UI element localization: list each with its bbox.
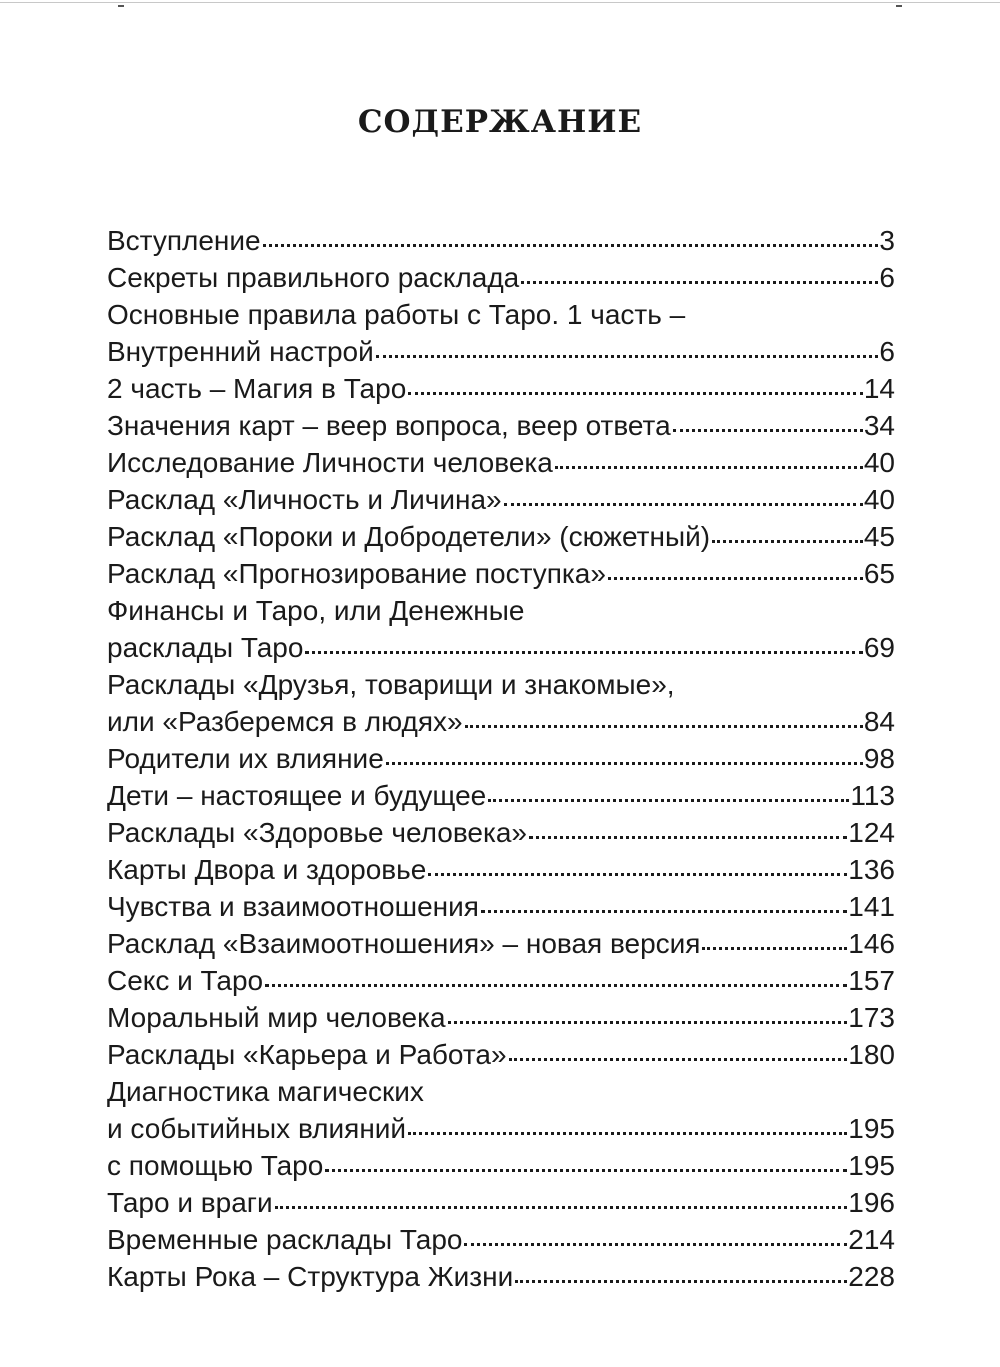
toc-entry [107, 555, 895, 592]
toc-entry [107, 851, 895, 888]
dot-leader [275, 1206, 848, 1209]
toc-entry [107, 444, 895, 481]
toc-entry [107, 407, 895, 444]
toc-entry-title: Расклад «Пороки и Добродетели» (сюжетный) [107, 521, 711, 552]
toc-entry [107, 999, 895, 1036]
toc-entry [107, 481, 895, 518]
toc-heading-line: Расклады «Друзья, товарищи и знакомые», [107, 669, 675, 700]
toc-page-number: 173 [848, 1002, 895, 1033]
dot-leader [305, 651, 862, 654]
toc-entry-title: Расклады «Здоровье человека» [107, 817, 527, 848]
toc-page-number: 6 [879, 336, 895, 367]
toc-entry [107, 814, 895, 851]
toc-entry-title: 2 часть – Магия в Таро [107, 373, 407, 404]
toc-entry-title: Дети – настоящее и будущее [107, 780, 487, 811]
toc-entry-title: Таро и враги [107, 1187, 273, 1218]
dot-leader [408, 1132, 847, 1135]
toc-page-number: 196 [848, 1187, 895, 1218]
toc-entry [107, 1110, 895, 1147]
toc-entry-title: Расклады «Карьера и Работа» [107, 1039, 507, 1070]
toc-page-number: 34 [863, 410, 895, 441]
toc-entry [107, 740, 895, 777]
toc-entry [107, 1184, 895, 1221]
dot-leader [448, 1021, 848, 1024]
crop-mark-left [118, 5, 124, 7]
toc-entry [107, 629, 895, 666]
toc-heading-line: Диагностика магических [107, 1076, 424, 1107]
toc-page-number: 228 [848, 1261, 895, 1292]
toc-entry-title: Расклад «Прогнозирование поступка» [107, 558, 606, 589]
toc-entry-title: и событийных влияний [107, 1113, 407, 1144]
toc-page-number: 6 [879, 262, 895, 293]
toc-page-number: 40 [863, 484, 895, 515]
toc-entry-title: Значения карт – веер вопроса, веер ответа [107, 410, 671, 441]
toc-page-number: 14 [863, 373, 895, 404]
toc-entry-title: Внутренний настрой [107, 336, 374, 367]
dot-leader [376, 355, 879, 358]
page-title: СОДЕРЖАНИЕ [357, 104, 643, 140]
toc-entry-title: Секреты правильного расклада [107, 262, 520, 293]
toc-entry [107, 259, 895, 296]
toc-entry-title: Карты Двора и здоровье [107, 854, 427, 885]
dot-leader [488, 799, 849, 802]
toc-heading-line: Основные правила работы с Таро. 1 часть – [107, 299, 686, 330]
toc-entry [107, 703, 895, 740]
dot-leader [509, 1058, 848, 1061]
toc-entry [107, 1258, 895, 1295]
toc-page-number: 40 [863, 447, 895, 478]
toc-page-number: 180 [848, 1039, 895, 1070]
toc-entry-title: или «Разберемся в людях» [107, 706, 463, 737]
dot-leader [673, 429, 863, 432]
toc-entry [107, 222, 895, 259]
dot-leader [263, 244, 879, 247]
toc-page-number: 146 [848, 928, 895, 959]
toc-page-number: 214 [848, 1224, 895, 1255]
dot-leader [325, 1169, 847, 1172]
toc-entry-title: Временные расклады Таро [107, 1224, 463, 1255]
toc-entry-title: Моральный мир человека [107, 1002, 446, 1033]
toc-entry-title: Чувства и взаимоотношения [107, 891, 479, 922]
dot-leader [529, 836, 847, 839]
toc-entry-title: Родители их влияние [107, 743, 384, 774]
dot-leader [265, 984, 847, 987]
toc-heading-line: Финансы и Таро, или Денежные [107, 595, 525, 626]
dot-leader [555, 466, 863, 469]
toc-entry [107, 925, 895, 962]
dot-leader [504, 503, 863, 506]
dot-leader [464, 1243, 847, 1246]
toc-page-number: 98 [863, 743, 895, 774]
toc-page-number: 69 [863, 632, 895, 663]
toc-entry [107, 370, 895, 407]
toc-entry-title: с помощью Таро [107, 1150, 324, 1181]
toc-entry [107, 518, 895, 555]
toc-page-number: 195 [848, 1150, 895, 1181]
toc-entry [107, 962, 895, 999]
crop-mark-right [896, 5, 902, 7]
toc-entry-title: Секс и Таро [107, 965, 264, 996]
dot-leader [428, 873, 847, 876]
dot-leader [481, 910, 847, 913]
dot-leader [521, 281, 878, 284]
toc-page-number: 45 [863, 521, 895, 552]
toc-entry-title: Карты Рока – Структура Жизни [107, 1261, 514, 1292]
toc-page-number: 113 [850, 780, 895, 811]
dot-leader [408, 392, 863, 395]
toc-entry-title: Расклад «Взаимоотношения» – новая версия [107, 928, 701, 959]
dot-leader [702, 947, 847, 950]
toc-entry-title: расклады Таро [107, 632, 304, 663]
toc-page-number: 157 [848, 965, 895, 996]
toc-entry [107, 1147, 895, 1184]
toc-page-number: 84 [863, 706, 895, 737]
toc-entry-title: Расклад «Личность и Личина» [107, 484, 502, 515]
dot-leader [386, 762, 863, 765]
toc-page-number: 136 [848, 854, 895, 885]
toc-entry [107, 1221, 895, 1258]
toc-entry [107, 333, 895, 370]
dot-leader [712, 540, 863, 543]
dot-leader [608, 577, 863, 580]
toc-entry-title: Вступление [107, 225, 261, 256]
top-rule [0, 2, 1000, 3]
toc-page-number: 195 [848, 1113, 895, 1144]
toc-entry [107, 888, 895, 925]
dot-leader [465, 725, 863, 728]
toc-entry [107, 777, 895, 814]
dot-leader [515, 1280, 847, 1283]
toc-entry-title: Исследование Личности человека [107, 447, 553, 478]
toc-entry [107, 1036, 895, 1073]
toc-page-number: 124 [848, 817, 895, 848]
toc-page-number: 141 [848, 891, 895, 922]
toc-page-number: 3 [879, 225, 895, 256]
table-of-contents [107, 222, 895, 1295]
toc-page-number: 65 [863, 558, 895, 589]
